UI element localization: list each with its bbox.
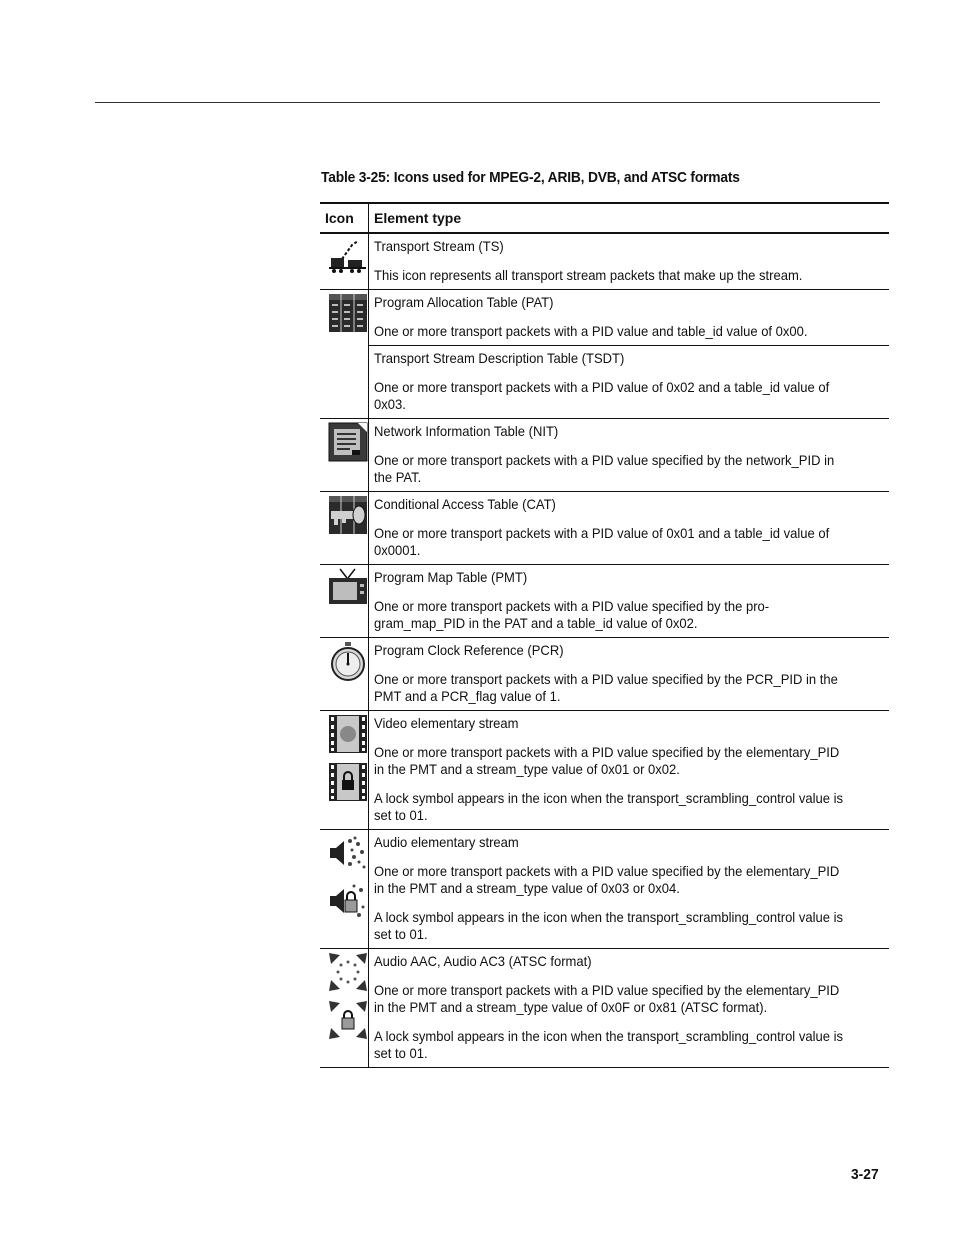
element-description-text: A lock symbol appears in the icon when the transport_scrambling_control value is set to 01. [374,909,843,942]
element-description-text: One or more transport packets with a PID value specified by the network_PID in the PAT. [374,452,835,485]
icon-cell [320,830,369,949]
speaker-icon [328,833,368,873]
table-row [320,949,889,1068]
element-description [369,346,890,419]
icons-table [320,202,889,1068]
element-type: Audio elementary stream [374,834,519,850]
television-icon [328,568,368,606]
table-row [320,419,889,492]
element-description [369,290,890,346]
network-table-icon [328,422,368,462]
table-caption: Table 3-25: Icons used for MPEG-2, ARIB, DVB, and ATSC formats [321,169,740,186]
element-type: Program Map Table (PMT) [374,569,528,585]
element-description [369,830,890,949]
element-description [369,419,890,492]
element-type: Conditional Access Table (CAT) [374,496,556,512]
table-row [320,346,889,419]
table-row [320,492,889,565]
surround-speakers-lock-icon [328,1000,368,1040]
element-description [369,492,890,565]
table-row [320,233,889,290]
element-description-text: One or more transport packets with a PID value specified by the elementary_PID in the PMT and a stream_type value of 0x01 or 0x02. [374,744,840,777]
table-row [320,290,889,346]
column-header-icon: Icon [320,203,369,233]
element-description-text: A lock symbol appears in the icon when the transport_scrambling_control value is set to 01. [374,1028,843,1061]
column-header-element-type: Element type [369,203,890,233]
transport-stream-icon [328,237,368,275]
element-type: Program Clock Reference (PCR) [374,642,564,658]
surround-speakers-icon [328,952,368,992]
speaker-lock-icon [328,881,368,921]
table-row [320,638,889,711]
table-grid-icon [328,293,368,333]
element-type: Video elementary stream [374,715,519,731]
element-description-text: One or more transport packets with a PID value specified by the pro-gram_map_PID in the PAT and a table_id value of 0x02. [374,598,770,631]
element-type: Audio AAC, Audio AC3 (ATSC format) [374,953,592,969]
element-type: Transport Stream (TS) [374,238,504,254]
element-type: Transport Stream Description Table (TSDT) [374,350,625,366]
stopwatch-icon [328,641,368,681]
element-description [369,638,890,711]
element-description [369,949,890,1068]
element-description-text: One or more transport packets with a PID value specified by the elementary_PID in the PMT and a stream_type value of 0x03 or 0x04. [374,863,840,896]
header-rule [95,102,880,103]
key-table-icon [328,495,368,535]
page-number: 3-27 [851,1166,879,1183]
film-frame-icon [328,714,368,754]
element-description-text: One or more transport packets with a PID value specified by the PCR_PID in the PMT and a PCR_flag value of 1. [374,671,838,704]
icon-cell [320,419,369,492]
icon-cell [320,638,369,711]
icon-cell [320,565,369,638]
table-row [320,565,889,638]
element-description-text: One or more transport packets with a PID value of 0x01 and a table_id value of 0x0001. [374,525,830,558]
element-description [369,711,890,830]
element-description-text: A lock symbol appears in the icon when the transport_scrambling_control value is set to 01. [374,790,843,823]
element-description-text: One or more transport packets with a PID value specified by the elementary_PID in the PMT and a stream_type value of 0x0F or 0x81 (ATSC format). [374,982,840,1015]
table-row [320,711,889,830]
icon-cell [320,233,369,290]
icon-cell [320,492,369,565]
table-row [320,830,889,949]
icon-cell [320,949,369,1068]
element-description-text: One or more transport packets with a PID value of 0x02 and a table_id value of 0x03. [374,379,830,412]
element-description [369,233,890,290]
table-header-row [320,203,889,233]
element-description-text: One or more transport packets with a PID value and table_id value of 0x00. [374,323,808,339]
element-description [369,565,890,638]
film-frame-lock-icon [328,762,368,802]
element-type: Network Information Table (NIT) [374,423,559,439]
element-description-text: This icon represents all transport stream packets that make up the stream. [374,267,803,283]
icon-cell [320,711,369,830]
icon-cell [320,290,369,419]
element-type: Program Allocation Table (PAT) [374,294,554,310]
